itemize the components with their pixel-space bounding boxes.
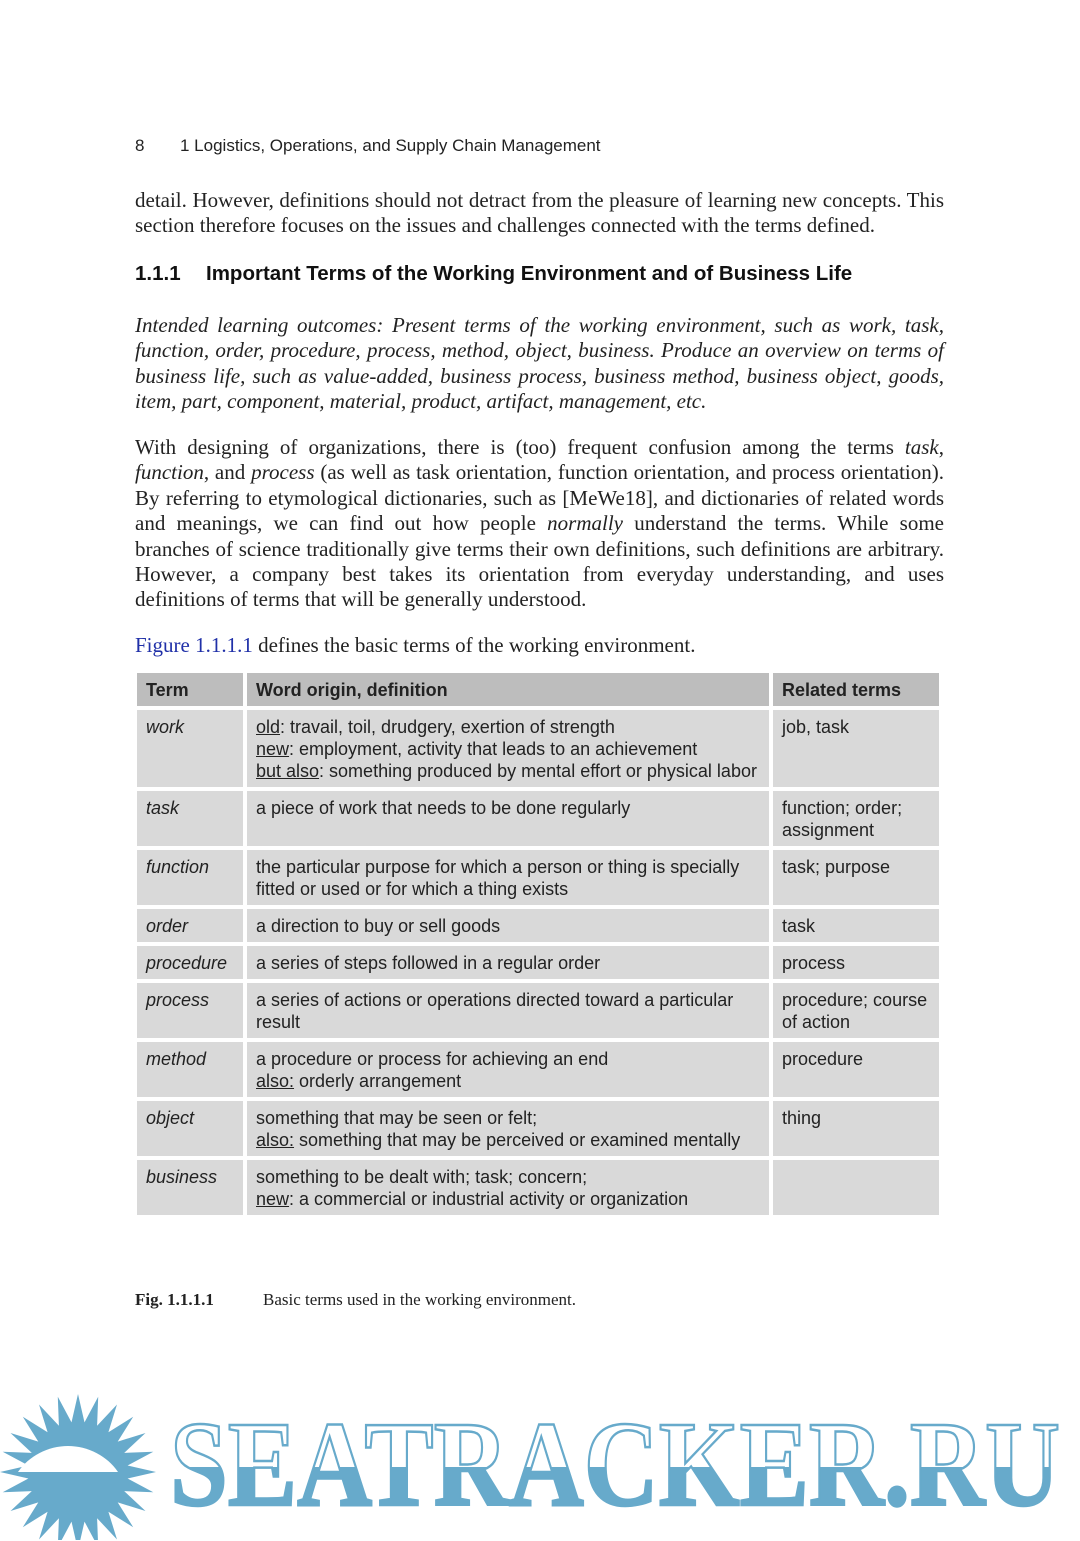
term-cell: task — [137, 791, 243, 846]
sun-icon — [0, 1394, 156, 1540]
table-row — [137, 710, 939, 787]
italic-term: function — [135, 460, 204, 485]
definition-cell — [247, 946, 769, 979]
definition-text: : employment, activity that leads to an achievement — [289, 739, 698, 759]
definition-text: orderly arrangement — [294, 1071, 462, 1091]
term-cell: function — [137, 850, 243, 905]
column-header: Term — [137, 673, 243, 706]
italic-term: normally — [547, 511, 623, 536]
definition-cell — [247, 1101, 769, 1156]
figure-reference-paragraph — [135, 633, 944, 658]
definition-line — [256, 1129, 760, 1151]
table-row — [137, 1160, 939, 1215]
text: With designing of organizations, there is (too) frequent confusion among the terms — [135, 435, 905, 459]
italic-term: task — [904, 435, 939, 459]
definition-line — [256, 797, 760, 819]
definition-text: something to be dealt with; task; concern; — [256, 1167, 588, 1187]
caption-label: Fig. 1.1.1.1 — [135, 1290, 214, 1309]
figure-caption — [135, 1290, 576, 1310]
definition-prefix: also: — [256, 1130, 295, 1150]
learning-outcomes: Intended learning outcomes: Present terms of the working environment, such as work, task, function, order, procedure, process, method, object, business. Produce an overview on terms of business life, such as value-added, business process, business method, business object, goods, item, part, component, material, product, artifact, management, etc. — [135, 313, 944, 414]
definition-line — [256, 989, 760, 1033]
table-header-row — [137, 673, 939, 706]
body-paragraph — [135, 435, 944, 613]
definition-line — [256, 952, 760, 974]
definition-line — [256, 915, 760, 937]
italic-term: process — [251, 460, 315, 485]
definition-text: a procedure or process for achieving an end — [256, 1049, 609, 1069]
text: , — [938, 435, 944, 459]
definition-text: : travail, toil, drudgery, exertion of strength — [280, 717, 615, 737]
definition-cell — [247, 710, 769, 787]
definition-text: : something produced by mental effort or physical labor — [319, 761, 757, 781]
definition-line — [256, 1107, 760, 1129]
text: (as well as task orientation, function orientation, and process orientation). By referring to etymological dictionaries, such as [MeWe18], and dictionaries of related words and meanings, we can find out how people — [135, 460, 944, 536]
definition-line — [256, 856, 760, 900]
definition-cell — [247, 1042, 769, 1097]
definition-text: something that may be seen or felt; — [256, 1108, 538, 1128]
table-row — [137, 1101, 939, 1156]
related-terms-cell: task; purpose — [773, 850, 939, 905]
terms-table — [133, 669, 943, 1219]
definition-cell — [247, 909, 769, 942]
caption-text: Basic terms used in the working environment. — [263, 1290, 577, 1309]
definition-text: : a commercial or industrial activity or organization — [289, 1189, 689, 1209]
definition-line — [256, 760, 760, 782]
term-cell: process — [137, 983, 243, 1038]
related-terms-cell: task — [773, 909, 939, 942]
definition-line — [256, 1166, 760, 1188]
definition-text: something that may be perceived or examined mentally — [294, 1130, 741, 1150]
definition-cell — [247, 1160, 769, 1215]
related-terms-cell: job, task — [773, 710, 939, 787]
definition-text: a series of steps followed in a regular order — [256, 953, 601, 973]
definition-text: a direction to buy or sell goods — [256, 916, 501, 936]
table-row — [137, 1042, 939, 1097]
table-row — [137, 909, 939, 942]
related-terms-cell: function; order; assignment — [773, 791, 939, 846]
term-cell: business — [137, 1160, 243, 1215]
term-cell: order — [137, 909, 243, 942]
watermark-text: SEATRACKER.RU — [170, 1397, 1060, 1532]
related-terms-cell: procedure; course of action — [773, 983, 939, 1038]
related-terms-cell: thing — [773, 1101, 939, 1156]
definition-cell — [247, 791, 769, 846]
table-row — [137, 850, 939, 905]
term-cell: method — [137, 1042, 243, 1097]
definition-prefix: but also — [256, 761, 320, 781]
section-title: Important Terms of the Working Environment and of Business Life — [206, 262, 853, 285]
related-terms-cell: process — [773, 946, 939, 979]
figure-link[interactable]: Figure 1.1.1.1 — [135, 633, 253, 657]
text: understand the terms. While some branches of science traditionally give terms their own definitions, such definitions are arbitrary. However, a company best takes its orientation from everyday understanding, and uses definitions of terms that will be generally understood. — [135, 511, 944, 612]
definition-prefix: also: — [256, 1071, 295, 1091]
definition-text: a piece of work that needs to be done regularly — [256, 798, 631, 818]
column-header: Word origin, definition — [247, 673, 769, 706]
related-terms-cell — [773, 1160, 939, 1215]
definition-line — [256, 1188, 760, 1210]
definition-prefix: new — [256, 739, 290, 759]
running-header — [135, 136, 601, 156]
intro-paragraph: detail. However, definitions should not detract from the pleasure of learning new concepts. This section therefore focuses on the issues and challenges connected with the terms defined. — [135, 188, 944, 238]
term-cell: work — [137, 710, 243, 787]
chapter-title: 1 Logistics, Operations, and Supply Chain Management — [180, 136, 601, 155]
term-cell: object — [137, 1101, 243, 1156]
watermark-logo — [0, 1380, 1080, 1540]
definition-line — [256, 1070, 760, 1092]
definition-cell — [247, 850, 769, 905]
definition-text: a series of actions or operations directed toward a particular result — [256, 990, 734, 1032]
definition-prefix: old — [256, 717, 281, 737]
text: defines the basic terms of the working environment. — [252, 633, 696, 657]
definition-line — [256, 716, 760, 738]
definition-line — [256, 1048, 760, 1070]
text: , and — [203, 460, 252, 485]
page-number: 8 — [135, 136, 145, 155]
definition-cell — [247, 983, 769, 1038]
term-cell: procedure — [137, 946, 243, 979]
definition-text: the particular purpose for which a person or thing is specially fitted or used or for which a thing exists — [256, 857, 740, 899]
definition-line — [256, 738, 760, 760]
table-row — [137, 791, 939, 846]
table-row — [137, 946, 939, 979]
table-row — [137, 983, 939, 1038]
related-terms-cell: procedure — [773, 1042, 939, 1097]
section-number: 1.1.1 — [135, 262, 181, 285]
definition-prefix: new — [256, 1189, 290, 1209]
section-heading — [135, 262, 852, 286]
column-header: Related terms — [773, 673, 939, 706]
